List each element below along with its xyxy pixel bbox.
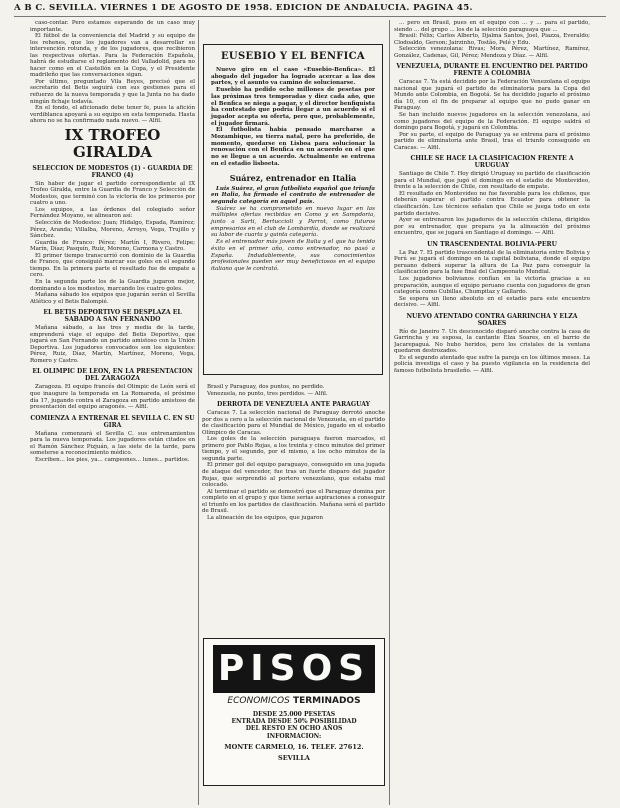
ad-city: SEVILLA (278, 753, 310, 762)
paragraph: Brasil: Félix; Carlos Alberto, Djalma Santos, Joel, Piazza, Everaldo; Clodoaldo, Gerson; Jairzinho, Tostão, Pelé y Edu. (394, 33, 590, 46)
column-rule (389, 20, 390, 805)
paragraph: Caracas 7. Ya está decidido por la Federación Venezolana el equipo nacional que jugará el partido de eliminatoria para la Copa del Mundo ante Colombia, en Bogotá. Se ha decidido jugarlo el próximo día 10, con el fin de preparar al equipo que no pudo ganar en Paraguay. (394, 79, 590, 112)
paragraph: La Paz 7. El partido trascendental de la eliminatoria entre Bolivia y Perú se jugará el domingo en la capital boliviana, donde el equipo peruano deberá superar la altura de La Paz para conseguir la clasificación para la fase final del Campeonato Mundial. (394, 249, 590, 276)
paragraph: Zaragoza. El equipo francés del Olimpic de León será el que inaugure la temporada en La Romareda, el próximo día 17, jugando contra el Zaragoza en partido amistoso de presentación del equipo aragonés. — Alfil. (30, 384, 195, 411)
boxed-article (203, 44, 383, 375)
paragraph: Al terminar el partido se demostró que el Paraguay domina por completo en el grupo y que tiene serias aspiraciones a conseguir el triunfo en los partidos de clasificación. Mañana será el partido de Brasil. (202, 488, 385, 515)
ad-details (204, 711, 384, 740)
headline-betis: EL BETIS DEPORTIVO SE DESPLAZA EL SABADO A SAN FERNANDO (43, 309, 182, 324)
column-right (394, 20, 590, 805)
box-paragraph: El futbolista había pensado marcharse a Mozambique, su tierra natal, pero ha preferido, de momento, quedarse en Lisboa para solucionar la renovación con el Benfica en un acuerdo en el que no se llegue a un acuerdo. Actualmente se entrena en el estadio lisboeta. (211, 127, 375, 167)
paragraph: Se espera un lleno absoluto en el estadio para este encuentro decisivo. — Alfil. (394, 295, 590, 309)
headline-trofeo-giralda: IX TROFEO GIRALDA (64, 125, 161, 161)
paragraph: En el fondo, el aficionado debe tener fe, pues la afición verdiblanca apoyará a su equipo en esta temporada. Hasta ahora no se ha confirmado nada nuevo. — Alfil. (30, 105, 195, 125)
paragraph: Guardia de Franco: Pérez; Martín I, Rivero, Felipe; Marín, Díaz; Pasquín, Ruíz, Moreno, Carmona y Castro. (30, 239, 195, 253)
paragraph: Los equipos, a las órdenes del colegiado señor Fernández Moyano, se alinearon así: (30, 206, 195, 220)
paragraph: Es el segundo atentado que sufre la pareja en los últimos meses. La policía investiga el caso y ha puesto vigilancia en la residencia del famoso futbolista brasileño. — Alfil. (394, 354, 590, 374)
paragraph: Los goles de la selección paraguaya fueron marcados, el primero por Pablo Rojas, a los treinta y cinco minutos del primer tiempo, y el segundo, por el mismo, a los ocho minutos de la segunda parte. (202, 436, 385, 462)
paragraph: Brasil y Paraguay, dos puntos, no perdido. (207, 384, 325, 390)
paragraph: Sin haber de jugar el partido correspondiente al IX Trofeo Giralda, entre la Guardia de Franco y Selección de Modestos, que terminó con la victoria de los primeros por cuatro a uno. (30, 180, 195, 207)
headline-bolivia-peru: UN TRASCENDENTAL BOLIVIA-PERU (427, 240, 557, 248)
ad-line: INFORMACION: (266, 732, 322, 740)
ad-address: MONTE CARMELO, 16. TELEF. 27612. (224, 742, 364, 751)
column-left (30, 20, 195, 805)
paragraph: Escriben... los pies, ya... campeones... lunes... partidos. (35, 456, 190, 463)
paragraph: Los jugadores bolivianos confían en la victoria gracias a su preparación, aunque el equipo peruano cuenta con jugadores de gran categoría como Cubillas, Chumpitaz y Gallardo. (394, 275, 590, 296)
paragraph: Se han incluido nuevos jugadores en la selección venezolana, así como jugadores del equipo de la Federación. El equipo saldrá el domingo para Bogotá, y jugará en Colombia. (394, 112, 590, 132)
paragraph: ... pero en Brasil, pues en el equipo con ... y ... para el partido, siendo ... del grupo ... los de la selección paraguaya que ... (394, 20, 590, 33)
page-header: A B C. SEVILLA. VIERNES 1 DE AGOSTO DE 1958. EDICION DE ANDALUCIA. PAGINA 45. (14, 3, 473, 13)
paragraph: El primer tiempo transcurrió con dominio de la Guardia de Franco, que consiguió marcar sus goles en el segundo tiempo. En la primera parte el resultado fue de empate a cero. (30, 252, 195, 279)
ad-line: ENTRADA DESDE 50% POSIBILIDAD (231, 718, 357, 726)
ad-tagline (204, 696, 384, 706)
paragraph: Ayer se entrenaron los jugadores de la selección chilena, dirigidos por su entrenador, que prepara ya la alineación del próximo encuentro, que se jugará en Santiago el domingo. — Alfil. (394, 217, 590, 237)
paragraph: Mañana sábado los equipos que jugarán serán el Sevilla Atlético y el Betis Balompié. (30, 292, 195, 305)
paragraph: El fútbol de la conveniencia del Madrid y su equipo de los rehenes, que los jugadores van a desarrollar su intervención rotunda, y de los jugadores, que recibieron las respectivas ofertas. Para la Federación Española, habrá de estudiarse el reglamento del Valladolid, para no hacer como en el Castellón en la Copa, y el Presidente madrileño que las conversaciones sigan. (30, 33, 195, 79)
box-paragraph: Suárez se ha comprometido en nuevo lugar en las múltiples ofertas recibidas en Como y en Sampdoria, junto a Sarti, Bertuccioli y Parrot, como futuros empresarios en el club de Lombardía, donde se realizará su labor de cuarta y quinta categoría. (211, 205, 375, 239)
box-subtitle: Suárez, entrenador en Italia (229, 172, 357, 183)
paragraph: Por último, preguntado Vila Reyes, precisó que el secretario del Betis seguirá con sus gestiones para el refuerzo de la nueva temporada y que la Junta no ha dado ningún fichaje todavía. (30, 78, 195, 105)
column-rule (198, 20, 199, 805)
paragraph: Mañana sábado, a las tres y media de la tarde, emprenderá viaje el equipo del Betis Deportivo, que jugará en San Fernando un partido amistoso con la Unión Deportiva. Los jugadores convocados son los siguientes: Pérez, Ruiz, Díaz, Martín, Martínez, Moreno, Vega, Romero y Castro. (30, 325, 195, 364)
paragraph: Caracas 7. La selección nacional de Paraguay derrotó anoche por dos a cero a la selección nacional de Venezuela, en el partido de clasificación para el Mundial de México, jugado en el estadio Olímpico de Caracas. (202, 410, 385, 436)
headline-garrincha: NUEVO ATENTADO CONTRA GARRINCHA Y ELZA SOARES (406, 312, 578, 327)
paragraph: La alineación de los equipos, que jugaron (207, 514, 323, 521)
subheadline: SELECCION DE MODESTOS (1) - GUARDIA DE FRANCO (4) (32, 164, 193, 179)
ad-line: DEL RESTO EN OCHO AÑOS (245, 725, 343, 733)
ad-line: DESDE 25.000 PESETAS (252, 711, 336, 718)
paragraph: Selección venezolana: Rivas; Mora, Pérez, Martínez, Ramírez, González, Cadenas, Gil, Pérez; Mendoza y Díaz. — Alfil. (394, 46, 590, 59)
headline-olimpic: EL OLIMPIC DE LEON, EN LA PRESENTACION DEL ZARAGOZA (32, 368, 193, 383)
paragraph: Venezuela, no punto, tres perdidos. — Alfil. (207, 390, 328, 397)
box-paragraph: Luis Suárez, el gran futbolista español que triunfa en Italia, ha firmado el contrato de entrenador de segunda categoría en aquel país. (211, 185, 375, 205)
headline-venezuela: DERROTA DE VENEZUELA ANTE PARAGUAY (217, 401, 370, 409)
box-paragraph: Es el entrenador más joven de Italia y el que ha tenido éxito en el primer año, como entrenador, no pasó a España. Indudablemente, sus conocimientos profesionales pueden ser muy beneficiosos en el equipo italiano que le contrató. (211, 239, 375, 272)
paragraph: Por su parte, el equipo de Paraguay ya se entrena para el próximo partido de eliminatoria ante Brasil, tras el triunfo conseguido en Caracas. — Alfil. (394, 131, 590, 151)
column-middle (202, 384, 385, 624)
paragraph: El primer gol del equipo paraguayo, conseguido en una jugada de ataque del vencedor, fue tras un fuerte disparo del jugador Rojas, que sorprendió al portero venezolano, que estaba mal colocado. (202, 462, 385, 489)
advertisement-pisos (203, 638, 385, 786)
headline-chile: CHILE SE HACE LA CLASIFICACION FRENTE A URUGUAY (410, 155, 574, 170)
ad-tag-economicos: ECONOMICOS (227, 696, 290, 706)
paragraph: En la segunda parte los de la Guardia jugaron mejor, dominando a los modestos, marcando los cuatro goles. (30, 278, 195, 292)
box-title: EUSEBIO Y EL BENFICA (221, 51, 365, 62)
paragraph: Selección de Modestos: Juan; Hidalgo, Espada, Ramírez; Pérez, Aranda; Villalba, Moreno, Arroyo, Vega, Trujillo y Sánchez. (30, 220, 195, 240)
box-paragraph: Eusebio ha pedido ocho millones de pesetas por las próximas tres temporadas y diez cada año, que el Benfica se niega a pagar, y el director benfiquista ha contestado que podría llegar a un acuerdo si el jugador acepta su oferta, pero que, probablemente, el jugador firmará. (211, 87, 375, 127)
paragraph: caso-contar. Pero estamos esperando de un caso muy importante. (30, 20, 195, 33)
headline-venezuela-colombia: VENEZUELA, DURANTE EL ENCUENTRO DEL PARTIDO FRENTE A COLOMBIA (396, 63, 588, 78)
paragraph: Santiago de Chile 7. Hoy dirigió Uruguay su partido de clasificación para el Mundial, que jugó el domingo en el estadio de Montevideo, frente a la selección de Chile, con resultado de empate. (394, 171, 590, 191)
headline-sevilla: COMIENZA A ENTRENAR EL SEVILLA C. EN SU GIRA (30, 414, 195, 429)
paragraph: Río de Janeiro 7. Un desconocido disparó anoche contra la casa de Garrincha y su esposa, la cantante Elza Soares, en el barrio de Jacarepaguá. No hubo heridos, pero los cristales de la ventana quedaron destrozados. (394, 328, 590, 355)
paragraph: El resultado en Montevideo no fue favorable para los chilenos, que deberán superar el partido contra Ecuador para obtener la clasificación. Los técnicos señalan que Chile se juega todo en este partido decisivo. (394, 190, 590, 217)
ad-logo: PISOS (213, 645, 375, 693)
box-paragraph: Nuevo giro en el caso «Eusebio-Benfica». El abogado del jugador ha logrado acercar a las dos partes, y el asunto va camino de solucionarse. (211, 67, 375, 87)
paragraph: Mañana comenzará el Sevilla C. sus entrenamientos para la nueva temporada. Los jugadores están citados en el Ramón Sánchez Pizjuán, a las siete de la tarde, para someterse a reconocimiento médico. (30, 430, 195, 457)
ad-tag-terminados: TERMINADOS (292, 696, 361, 706)
header-rule (14, 16, 606, 17)
